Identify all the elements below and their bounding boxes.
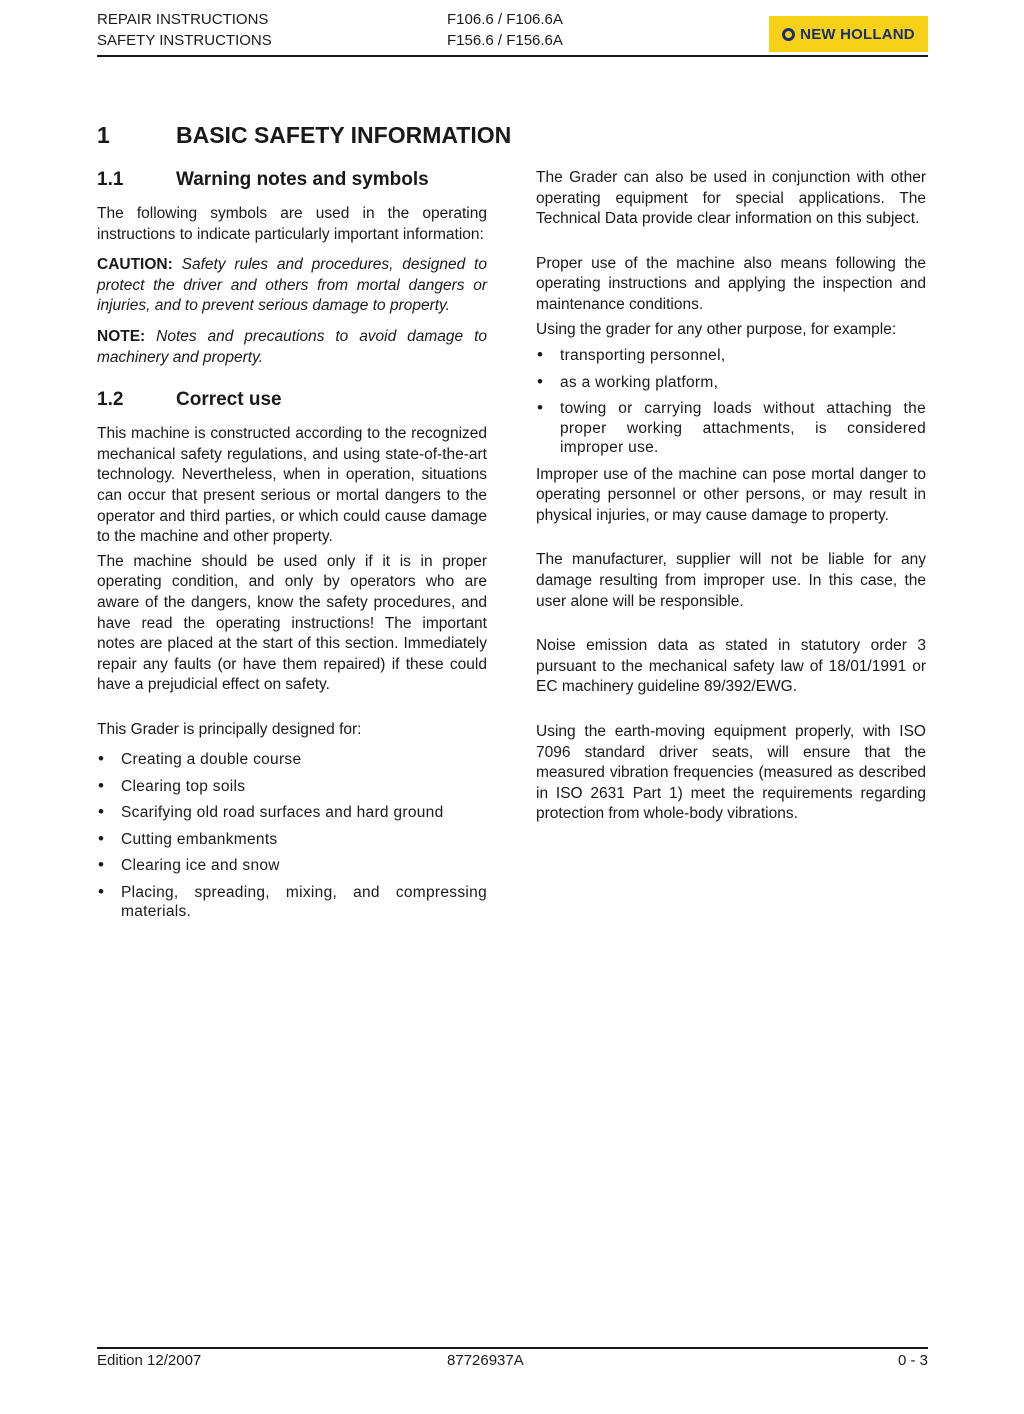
left-column bbox=[97, 168, 487, 929]
list-item: • Clearing top soils bbox=[97, 777, 487, 797]
spacer bbox=[536, 708, 926, 722]
footer-edition: Edition 12/2007 bbox=[97, 1352, 202, 1369]
spacer bbox=[536, 536, 926, 550]
spacer bbox=[97, 706, 487, 720]
footer-document-number: 87726937A bbox=[447, 1352, 524, 1369]
header-models-2: F156.6 / F156.6A bbox=[447, 32, 563, 49]
note-text: Notes and precautions to avoid damage to machinery and property. bbox=[97, 327, 488, 366]
section-heading bbox=[97, 121, 511, 149]
subsection-heading-warning bbox=[97, 168, 487, 192]
header-models-1: F106.6 / F106.6A bbox=[447, 11, 563, 28]
right-column bbox=[536, 168, 926, 835]
right-paragraph-3: Using the grader for any other purpose, for example: bbox=[536, 320, 897, 338]
list-item: • Placing, spreading, mixing, and compressing materials. bbox=[97, 883, 487, 922]
section-title: BASIC SAFETY INFORMATION bbox=[176, 122, 512, 148]
right-paragraph-2: Proper use of the machine also means following the operating instructions and applying the inspection and maintenance conditions. bbox=[536, 254, 926, 313]
header-chapter: SAFETY INSTRUCTIONS bbox=[97, 32, 272, 49]
uses-list bbox=[97, 750, 487, 922]
header-divider bbox=[97, 55, 928, 57]
new-holland-logo bbox=[769, 16, 928, 52]
list-item: • Clearing ice and snow bbox=[97, 856, 487, 876]
caution-paragraph bbox=[97, 255, 487, 317]
misuse-list bbox=[536, 346, 926, 458]
list-item: • Scarifying old road surfaces and hard ground bbox=[97, 803, 487, 823]
right-paragraph-5: The manufacturer, supplier will not be liable for any damage resulting from improper use. In this case, the user alone will be responsible. bbox=[536, 551, 926, 610]
spacer bbox=[536, 622, 926, 636]
subsection-number: 1.1 bbox=[97, 169, 124, 190]
section-number: 1 bbox=[97, 122, 110, 148]
list-item: • Creating a double course bbox=[97, 750, 487, 770]
list-item: • Cutting embankments bbox=[97, 830, 487, 850]
right-paragraph-7: Using the earth-moving equipment properly, with ISO 7096 standard driver seats, will ensure that the measured vibration frequencies (measured as described in ISO 2631 Part 1) meet the requirements regarding protection from whole-body vibrations. bbox=[536, 723, 926, 823]
designed-for-intro: This Grader is principally designed for: bbox=[97, 720, 362, 738]
logo-text: NEW HOLLAND bbox=[800, 25, 915, 43]
right-paragraph-1: The Grader can also be used in conjunction with other operating equipment for special applications. The Technical Data provide clear information on this subject. bbox=[536, 169, 926, 228]
note-label: NOTE: bbox=[97, 327, 146, 345]
caution-label: CAUTION: bbox=[97, 256, 173, 274]
correct-use-paragraph-2: The machine should be used only if it is in proper operating condition, and only by operators who are aware of the dangers, know the safety procedures, and have read the operating instructions! The important notes are placed at the start of this section. Immediately repair any faults (or have them repaired) if these could have a prejudicial effect on safety. bbox=[97, 552, 487, 694]
list-item: • as a working platform, bbox=[536, 373, 926, 393]
footer-divider bbox=[97, 1347, 928, 1349]
spacer bbox=[536, 240, 926, 254]
note-paragraph bbox=[97, 327, 487, 368]
right-paragraph-6: Noise emission data as stated in statutory order 3 pursuant to the mechanical safety law of 18/01/1991 or EC machinery guideline 89/392/EWG. bbox=[536, 637, 926, 696]
correct-use-paragraph-1: This machine is constructed according to the recognized mechanical safety regulations, and using state-of-the-art technology. Nevertheless, when in operation, situations can occur that present serious or mortal dangers to the operator and third parties, or which could cause damage to the machine and other property. bbox=[97, 425, 487, 546]
footer-page-number: 0 - 3 bbox=[897, 1352, 928, 1369]
warning-intro: The following symbols are used in the operating instructions to indicate particularly important information: bbox=[97, 205, 487, 243]
subsection-number: 1.2 bbox=[97, 389, 124, 411]
subsection-title: Warning notes and symbols bbox=[176, 169, 429, 190]
leaf-icon bbox=[782, 28, 795, 41]
right-paragraph-4: Improper use of the machine can pose mortal danger to operating personnel or other persons, or may result in physical injuries, or may cause damage to property. bbox=[536, 465, 926, 524]
header-manual-type: REPAIR INSTRUCTIONS bbox=[97, 11, 269, 28]
caution-text: Safety rules and procedures, designed to protect the driver and others from mortal dangers or injuries, and to prevent serious damage to property. bbox=[97, 256, 487, 315]
list-item: • towing or carrying loads without attaching the proper working attachments, is considered improper use. bbox=[536, 399, 926, 458]
subsection-heading-correct-use bbox=[97, 388, 487, 412]
subsection-title: Correct use bbox=[176, 389, 282, 411]
list-item: • transporting personnel, bbox=[536, 346, 926, 366]
